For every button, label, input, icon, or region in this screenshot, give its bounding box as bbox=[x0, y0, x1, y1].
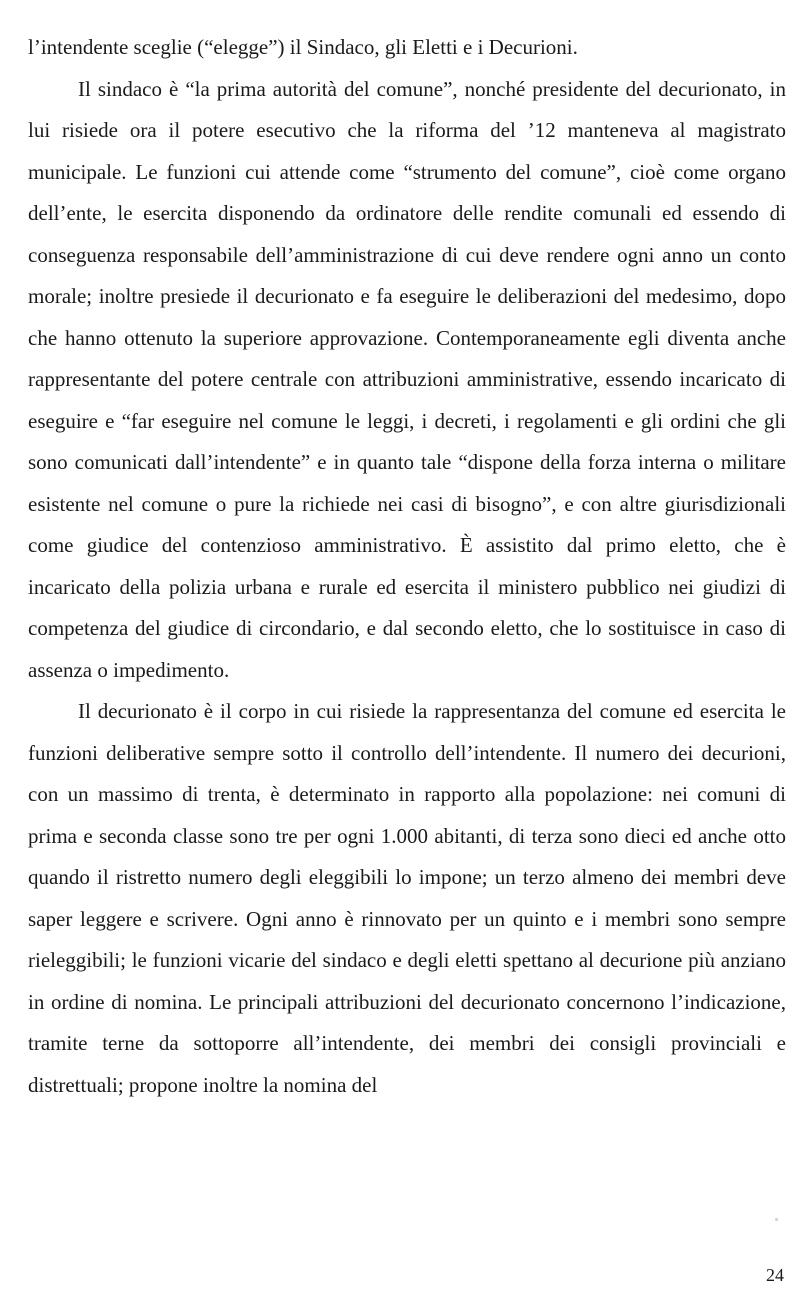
paragraph-sindaco: Il sindaco è “la prima autorità del comune”, nonché presidente del decurionato, in lui risiede ora il potere esecutivo che la riforma del ’12 manteneva al magistrato municipale. Le funzioni cui attende come “strumento del comune”, cioè come organo dell’ente, le esercita disponendo da ordinatore delle rendite comunali ed essendo di conseguenza responsabile dell’amministrazione di cui deve rendere ogni anno un conto morale; inoltre presiede il decurionato e fa eseguire le deliberazioni del medesimo, dopo che hanno ottenuto la superiore approvazione. Contemporaneamente egli diventa anche rappresentante del potere centrale con attribuzioni amministrative, essendo incaricato di eseguire e “far eseguire nel comune le leggi, i decreti, i regolamenti e gli ordini che gli sono comunicati dall’intendente” e in quanto tale “dispone della forza interna o militare esistente nel comune o pure la richiede nei casi di bisogno”, e con altre giurisdizionali come giudice del contenzioso amministrativo. È assistito dal primo eletto, che è incaricato della polizia urbana e rurale ed esercita il ministero pubblico nei giudizi di competenza del giudice di circondario, e dal secondo eletto, che lo sostituisce in caso di assenza o impedimento. bbox=[28, 76, 786, 682]
scan-speck bbox=[775, 1218, 778, 1221]
page-number: 24 bbox=[766, 1265, 784, 1285]
paragraph-decurionato: Il decurionato è il corpo in cui risiede la rappresentanza del comune ed esercita le funzioni deliberative sempre sotto il controllo dell’intendente. Il numero dei decurioni, con un massimo di trenta, è determinato in rapporto alla popolazione: nei comuni di prima e seconda classe sono tre per ogni 1.000 abitanti, di terza sono dieci ed anche otto quando il ristretto numero degli eleggibili lo impone; un terzo almeno dei membri deve saper leggere e scrivere. Ogni anno è rinnovato per un quinto e i membri sono sempre rieleggibili; le funzioni vicarie del sindaco e degli eletti spettano al decurione più anziano in ordine di nomina. Le principali attribuzioni del decurionato concernono l’indicazione, tramite terne da sottoporre all’intendente, dei membri dei consigli provinciali e distrettuali; propone inoltre la nomina del bbox=[28, 699, 786, 1097]
paragraph-opening: l’intendente sceglie (“elegge”) il Sindaco, gli Eletti e i Decurioni. bbox=[28, 35, 578, 59]
document-page bbox=[28, 27, 786, 1106]
